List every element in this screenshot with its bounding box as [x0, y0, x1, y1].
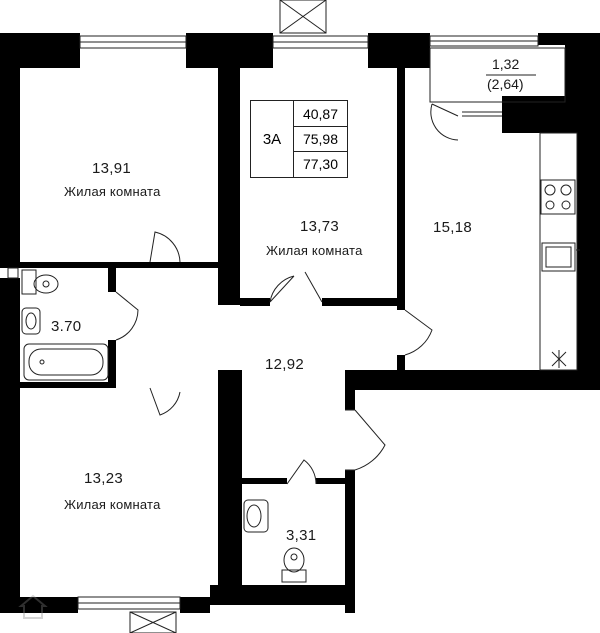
- bedroom-bottom-left-name: Жилая комната: [64, 497, 161, 512]
- balcony-area: 1,32: [492, 56, 520, 72]
- kitchen-area: 15,18: [433, 219, 473, 236]
- total-area-with-balcony: 77,30: [302, 155, 339, 172]
- apartment-info-box: [250, 100, 348, 178]
- bedroom-center-area: 13,73: [300, 218, 340, 235]
- apartment-type-code: 3А: [251, 101, 294, 177]
- total-area: 75,98: [294, 126, 347, 152]
- watermark-house-icon: [18, 592, 48, 620]
- bathroom-area: 3.70: [51, 318, 82, 335]
- hallway-area: 12,92: [265, 356, 305, 373]
- kitchen-fixtures: [540, 133, 580, 370]
- stairs: [345, 410, 355, 470]
- bedroom-center-name: Жилая комната: [266, 243, 363, 258]
- living-area: 40,87: [294, 101, 347, 127]
- bedroom-bottom-left-area: 13,23: [84, 470, 124, 487]
- bedroom-top-left-name: Жилая комната: [64, 184, 161, 199]
- balcony-fraction-line: [486, 74, 536, 76]
- windows: [8, 0, 538, 633]
- bedroom-top-left-area: 13,91: [92, 160, 132, 177]
- balcony-area-reduced: (2,64): [487, 76, 524, 92]
- toilet-area: 3,31: [286, 527, 317, 544]
